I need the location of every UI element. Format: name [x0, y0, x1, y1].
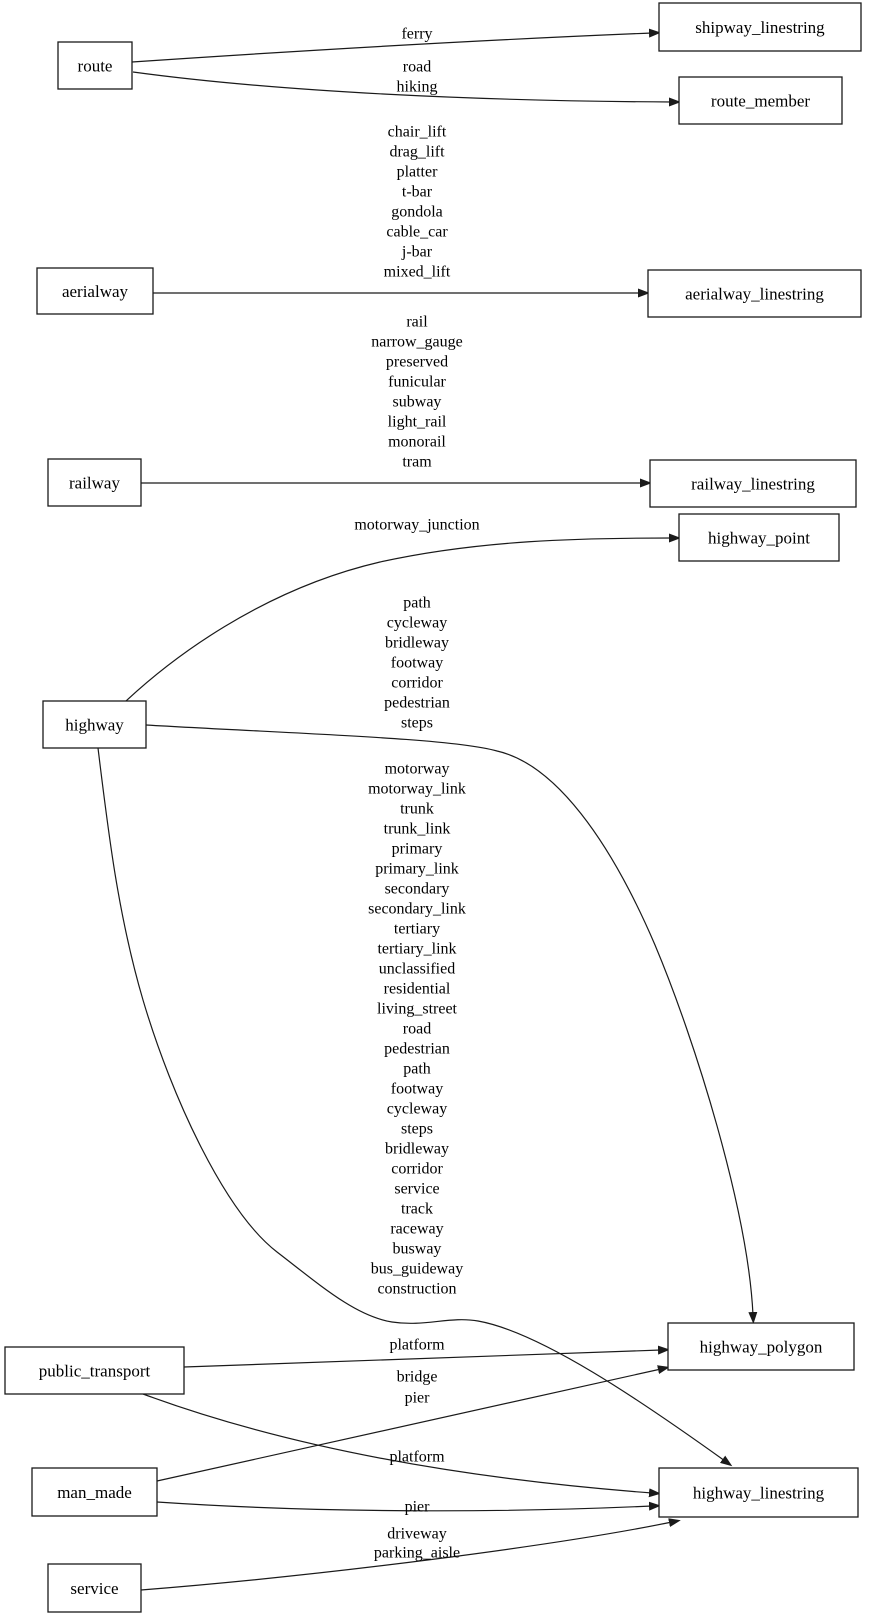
edge-label-route-route_member-line-0: road: [402, 58, 432, 76]
edge-label-railway-railway_linestring-line-0: rail: [406, 313, 428, 331]
edge-label-highway-highway_linestring-line-16: footway: [390, 1080, 444, 1098]
edge-label-highway-highway_linestring-line-1: motorway_link: [368, 780, 466, 798]
node-man_made: [32, 1468, 157, 1516]
edge-label-railway-railway_linestring-line-3: funicular: [388, 373, 446, 391]
node-label-railway_linestring: railway_linestring: [691, 474, 815, 494]
node-label-highway_linestring: highway_linestring: [692, 1483, 825, 1503]
edge-label-highway-highway_polygon-line-4: corridor: [391, 674, 443, 692]
node-railway_linestring: [650, 460, 856, 507]
edge-label-highway-highway_polygon-line-1: cycleway: [386, 614, 448, 632]
edge-label-aerialway-aerialway_linestring-line-2: platter: [396, 163, 438, 181]
edge-label-aerialway-aerialway_linestring-line-7: mixed_lift: [383, 263, 451, 281]
edge-label-highway-highway_polygon-line-2: bridleway: [385, 634, 449, 652]
edge-label-man_made-highway_linestring-line-0: pier: [404, 1498, 430, 1516]
edge-label-aerialway-aerialway_linestring-line-4: gondola: [391, 203, 443, 221]
edge-label-highway-highway_linestring-line-8: tertiary: [393, 920, 441, 938]
node-highway: [43, 701, 146, 748]
node-label-man_made: man_made: [57, 1483, 132, 1502]
edge-label-railway-railway_linestring-line-1: narrow_gauge: [371, 333, 463, 351]
edge-label-public_transport-highway_polygon-line-0: platform: [389, 1336, 445, 1354]
node-label-shipway_linestring: shipway_linestring: [695, 18, 825, 37]
edge-label-highway-highway_linestring-line-19: bridleway: [385, 1140, 449, 1158]
edge-label-route-route_member-line-1: hiking: [396, 78, 438, 96]
edge-label-highway-highway_linestring-line-25: bus_guideway: [370, 1260, 464, 1278]
edge-label-highway-highway_polygon-line-0: path: [403, 594, 431, 612]
node-label-railway: railway: [69, 473, 120, 493]
edge-public_transport-highway_linestring: [143, 1394, 652, 1493]
edge-label-aerialway-aerialway_linestring-line-0: chair_lift: [387, 123, 447, 141]
edge-label-highway-highway_linestring-line-22: track: [401, 1200, 433, 1218]
edge-label-aerialway-aerialway_linestring-line-6: j-bar: [401, 243, 433, 261]
edge-label-railway-railway_linestring-line-6: monorail: [388, 433, 446, 451]
edge-labels-layer: [354, 26, 479, 1562]
edge-label-highway-highway_linestring-line-3: trunk_link: [383, 820, 451, 838]
node-aerialway: [37, 268, 153, 314]
node-service: [48, 1564, 141, 1612]
edge-label-highway-highway_linestring-line-15: path: [403, 1060, 431, 1078]
edge-label-highway-highway_polygon-line-6: steps: [401, 714, 433, 732]
edge-label-public_transport-highway_linestring-line-0: platform: [389, 1448, 445, 1466]
node-label-service: service: [70, 1579, 119, 1598]
edge-label-highway-highway_linestring-line-5: primary_link: [375, 860, 459, 878]
edge-label-highway-highway_linestring-line-21: service: [394, 1180, 440, 1198]
node-label-route: route: [77, 56, 113, 76]
edge-highway-highway_polygon: [146, 725, 753, 1315]
node-highway_linestring: [659, 1468, 858, 1517]
edge-route-shipway_linestring: [132, 33, 652, 62]
node-label-route_member: route_member: [710, 91, 811, 111]
node-railway: [48, 459, 141, 506]
edge-label-highway-highway_linestring-line-14: pedestrian: [384, 1040, 450, 1058]
node-public_transport: [5, 1347, 184, 1394]
edge-label-highway-highway_linestring-line-26: construction: [377, 1280, 457, 1298]
edge-label-highway-highway_linestring-line-18: steps: [401, 1120, 433, 1138]
edge-label-highway-highway_linestring-line-4: primary: [391, 840, 443, 858]
node-label-aerialway_linestring: aerialway_linestring: [685, 284, 824, 304]
edge-label-highway-highway_linestring-line-23: raceway: [390, 1220, 444, 1238]
node-highway_polygon: [668, 1323, 854, 1370]
node-aerialway_linestring: [648, 270, 861, 317]
edge-label-highway-highway_linestring-line-17: cycleway: [386, 1100, 448, 1118]
edge-label-highway-highway_linestring-line-11: residential: [383, 980, 451, 998]
edge-label-man_made-highway_polygon-line-1: pier: [404, 1389, 430, 1407]
edge-label-service-highway_linestring-line-1: parking_aisle: [373, 1544, 461, 1562]
edge-label-highway-highway_linestring-line-0: motorway: [384, 760, 450, 778]
node-route: [58, 42, 132, 89]
edge-label-aerialway-aerialway_linestring-line-5: cable_car: [386, 223, 448, 241]
node-route_member: [679, 77, 842, 124]
edge-label-highway-highway_polygon-line-3: footway: [390, 654, 444, 672]
edge-label-highway-highway_linestring-line-10: unclassified: [378, 960, 456, 978]
edge-label-route-shipway_linestring-line-0: ferry: [401, 25, 433, 43]
edge-label-highway-highway_linestring-line-7: secondary_link: [368, 900, 466, 918]
edge-label-highway-highway_linestring-line-9: tertiary_link: [377, 940, 457, 958]
edge-label-service-highway_linestring-line-0: driveway: [387, 1525, 447, 1543]
node-label-highway_polygon: highway_polygon: [699, 1337, 823, 1357]
node-label-highway: highway: [65, 715, 124, 735]
edge-label-railway-railway_linestring-line-4: subway: [392, 393, 442, 411]
edge-label-highway-highway_linestring-line-2: trunk: [400, 800, 434, 818]
edge-label-highway-highway_linestring-line-12: living_street: [377, 1000, 457, 1018]
edge-label-railway-railway_linestring-line-2: preserved: [385, 353, 449, 371]
edge-label-railway-railway_linestring-line-5: light_rail: [387, 413, 447, 431]
edge-label-aerialway-aerialway_linestring-line-3: t-bar: [401, 183, 433, 201]
node-shipway_linestring: [659, 3, 861, 51]
edge-label-highway-highway_linestring-line-20: corridor: [391, 1160, 443, 1178]
edge-label-highway-highway_linestring-line-13: road: [402, 1020, 432, 1038]
node-highway_point: [679, 514, 839, 561]
node-label-public_transport: public_transport: [38, 1361, 151, 1381]
edge-label-highway-highway_polygon-line-5: pedestrian: [384, 694, 450, 712]
edge-label-man_made-highway_polygon-line-0: bridge: [396, 1368, 438, 1386]
edge-label-railway-railway_linestring-line-7: tram: [402, 453, 432, 471]
edge-label-highway-highway_linestring-line-6: secondary: [384, 880, 450, 898]
node-label-highway_point: highway_point: [708, 528, 810, 548]
edge-label-aerialway-aerialway_linestring-line-1: drag_lift: [389, 143, 445, 161]
edge-label-highway-highway_linestring-line-24: busway: [392, 1240, 442, 1258]
edge-label-highway-highway_point-line-0: motorway_junction: [354, 516, 480, 534]
node-label-aerialway: aerialway: [61, 282, 129, 301]
